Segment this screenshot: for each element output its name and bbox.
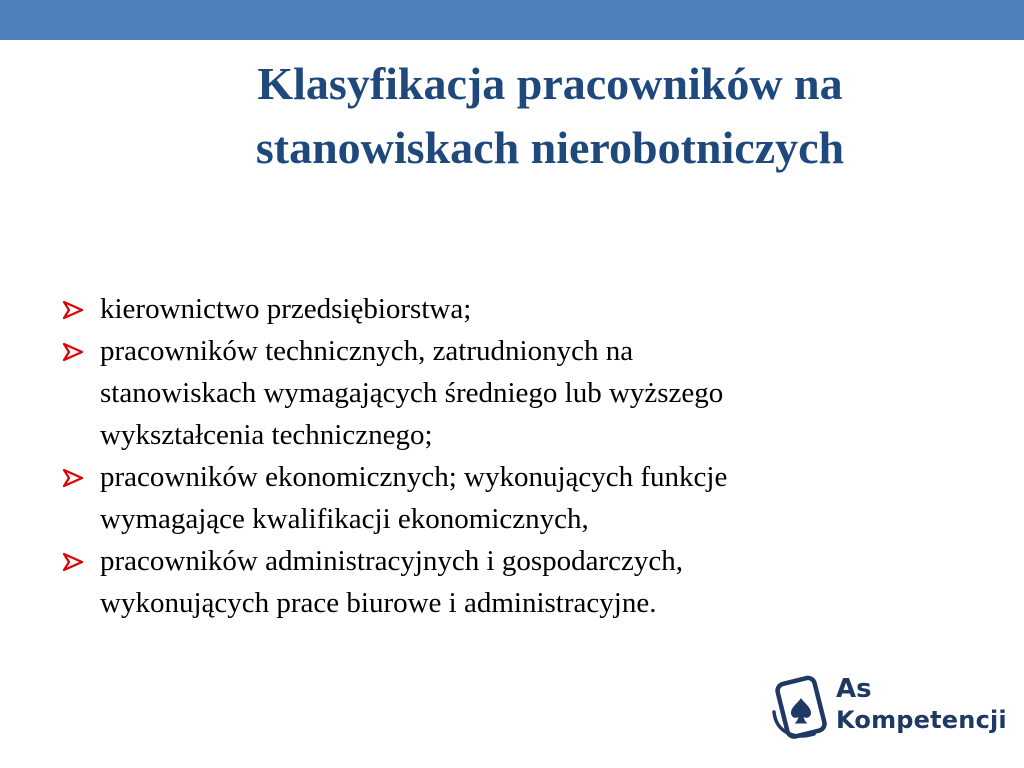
- bullet-list: [62, 288, 982, 624]
- bullet-text-line: pracowników administracyjnych i gospodarczych,: [100, 545, 684, 577]
- arrow-bullet-icon: [62, 469, 84, 487]
- bullet-text-line: wykonujących prace biurowe i administracyjne.: [100, 587, 657, 619]
- bullet-text-line: stanowiskach wymagających średniego lub wyższego: [100, 377, 724, 409]
- bullet-text-line: wymagające kwalifikacji ekonomicznych,: [100, 503, 589, 535]
- top-accent-bar: [0, 0, 1024, 40]
- arrow-bullet-icon: [62, 301, 84, 319]
- bullet-text-line: pracowników technicznych, zatrudnionych na: [100, 335, 634, 367]
- logo-text-line: As: [836, 674, 872, 704]
- bullet-text-line: wykształcenia technicznego;: [100, 419, 433, 451]
- bullet-text-line: pracowników ekonomicznych; wykonujących funkcje: [100, 461, 728, 493]
- as-kompetencji-logo: [770, 672, 1007, 742]
- bullet-item: [62, 540, 982, 624]
- arrow-bullet-icon: [62, 343, 84, 361]
- bullet-text-line: kierownictwo przedsiębiorstwa;: [100, 293, 472, 325]
- bullet-item: [62, 456, 982, 540]
- bullet-item: [62, 288, 982, 330]
- logo-text: [836, 674, 1007, 736]
- slide-title-line: stanowiskach nierobotniczych: [255, 122, 845, 173]
- slide-title: [120, 52, 980, 180]
- bullet-item: [62, 330, 982, 456]
- arrow-bullet-icon: [62, 553, 84, 571]
- slide-title-line: Klasyfikacja pracowników na: [257, 58, 843, 109]
- spade-card-icon: [770, 672, 834, 742]
- logo-text-line: Kompetencji: [836, 706, 1007, 734]
